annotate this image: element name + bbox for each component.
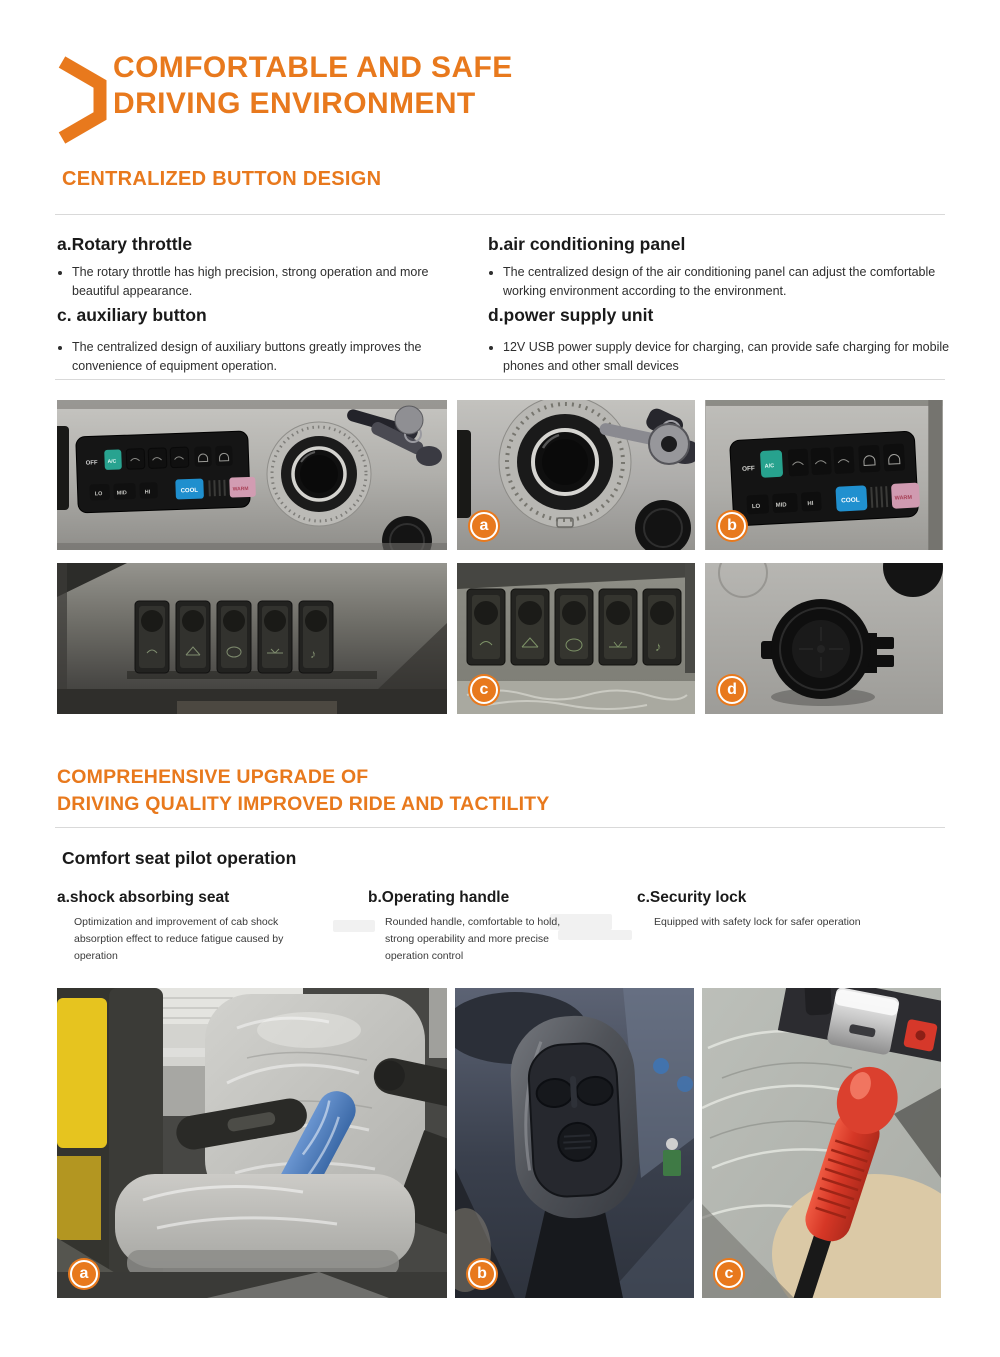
yellow-cab-panel [57,998,107,1148]
photo-power-socket [705,563,943,714]
handle-button [576,1076,613,1106]
photo-seat [57,988,447,1298]
panel-edge [457,430,471,518]
feature-title: d.power supply unit [488,305,654,325]
svg-text:A/C: A/C [107,458,117,465]
music-note-icon: ♪ [310,647,316,661]
feature-power-supply [488,305,950,376]
photo-switch-row [57,563,447,714]
photo-security-lock [702,988,941,1298]
page-title-line1: COMFORTABLE AND SAFE [113,51,513,84]
panel-edge [57,426,69,510]
feature-ac-panel [488,234,950,301]
photo-ac-panel [705,400,943,550]
photo-rotary-throttle [457,400,695,550]
divider-line [55,214,945,215]
section2-subheading: Comfort seat pilot operation [62,848,297,868]
badge-b: b [468,1260,496,1288]
feature-title: c. auxiliary button [57,305,207,325]
rocker-switches [135,601,333,673]
feature-desc: • The centralized design of the air conditioning panel can adjust the comfortable working environment according to the environment. [503,263,950,301]
badge-d: d [718,676,746,704]
svg-text:HI: HI [144,489,151,496]
rotary-throttle-dial [499,400,631,528]
rotary-throttle-dial [267,422,371,526]
svg-text:COOL: COOL [180,487,199,495]
feature-desc: Rounded handle, comfortable to hold, strong operability and more precise operation control [385,916,561,962]
rocker-switches [467,589,681,665]
handle-knob [508,1013,642,1221]
section2-heading [57,764,550,818]
seatbelt-strap [803,988,832,1016]
feature-title: b.Operating handle [368,889,510,906]
feature-title: b.air conditioning panel [488,234,686,254]
ignition-cylinder [395,406,423,434]
badge-c: c [470,676,498,704]
seat-cushion [115,1174,415,1276]
panel-recess [928,400,942,550]
photo-auxiliary-buttons [457,563,695,714]
section2-heading-line1: COMPREHENSIVE UPGRADE OF [57,766,369,788]
svg-text:MID: MID [116,490,127,497]
svg-text:LO: LO [751,503,761,511]
feature-auxiliary-button [57,305,462,376]
svg-text:LO: LO [94,491,103,498]
feature-desc: Optimization and improvement of cab shock absorption effect to reduce fatigue caused by operation [74,916,284,962]
panel-overview-illustration [57,400,447,550]
music-note-icon: ♪ [655,639,662,654]
svg-text:WARM: WARM [894,494,913,502]
svg-text:COOL: COOL [840,496,860,505]
vent-buttons [126,447,189,469]
blue-indicator [653,1058,669,1074]
photo-operating-handle [455,988,694,1298]
divider-line [55,379,945,380]
badge-a: a [470,512,498,540]
feature-desc: • The rotary throttle has high precision, strong operation and more beautiful appearance. [72,263,462,301]
switch-row-illustration [57,563,447,714]
ac-control-panel [730,431,921,526]
green-connector [663,1150,681,1176]
feature-desc: Equipped with safety lock for safer operation [654,916,861,928]
page-title [113,50,513,122]
page-title-line2: DRIVING ENVIRONMENT [113,87,476,120]
seat-illustration [57,988,447,1298]
feature-title: a.Rotary throttle [57,234,193,254]
feature-title: a.shock absorbing seat [57,889,230,906]
feature-security-lock [637,889,937,931]
divider-line [55,827,945,828]
security-lock-illustration [702,988,941,1298]
badge-b: b [718,512,746,540]
section1-heading: CENTRALIZED BUTTON DESIGN [62,168,382,190]
feature-desc: • 12V USB power supply device for charging, can provide safe charging for mobile phones and other small devices [503,338,950,376]
handle-button [536,1078,573,1108]
feature-desc: • The centralized design of auxiliary buttons greatly improves the convenience of equipment operation. [72,338,462,376]
vent-buttons [788,446,855,476]
svg-text:A/C: A/C [764,463,775,470]
svg-text:HI: HI [807,500,814,508]
svg-text:OFF: OFF [741,465,756,473]
operating-handle-illustration [455,988,694,1298]
connector-pin [666,1138,678,1150]
feature-operating-handle [368,889,628,964]
svg-text:OFF: OFF [85,460,98,467]
badge-c: c [715,1260,743,1288]
feature-title: c.Security lock [637,889,747,906]
svg-text:WARM: WARM [232,485,249,493]
ac-control-panel [76,431,257,513]
svg-text:MID: MID [775,502,787,509]
photo-panel-overview [57,400,447,550]
feature-rotary-throttle [57,234,462,301]
feature-shock-seat [57,889,347,964]
badge-a: a [70,1260,98,1288]
brand-chevron-icon [55,54,107,146]
section2-heading-line2: DRIVING QUALITY IMPROVED RIDE AND TACTILITY [57,793,550,815]
